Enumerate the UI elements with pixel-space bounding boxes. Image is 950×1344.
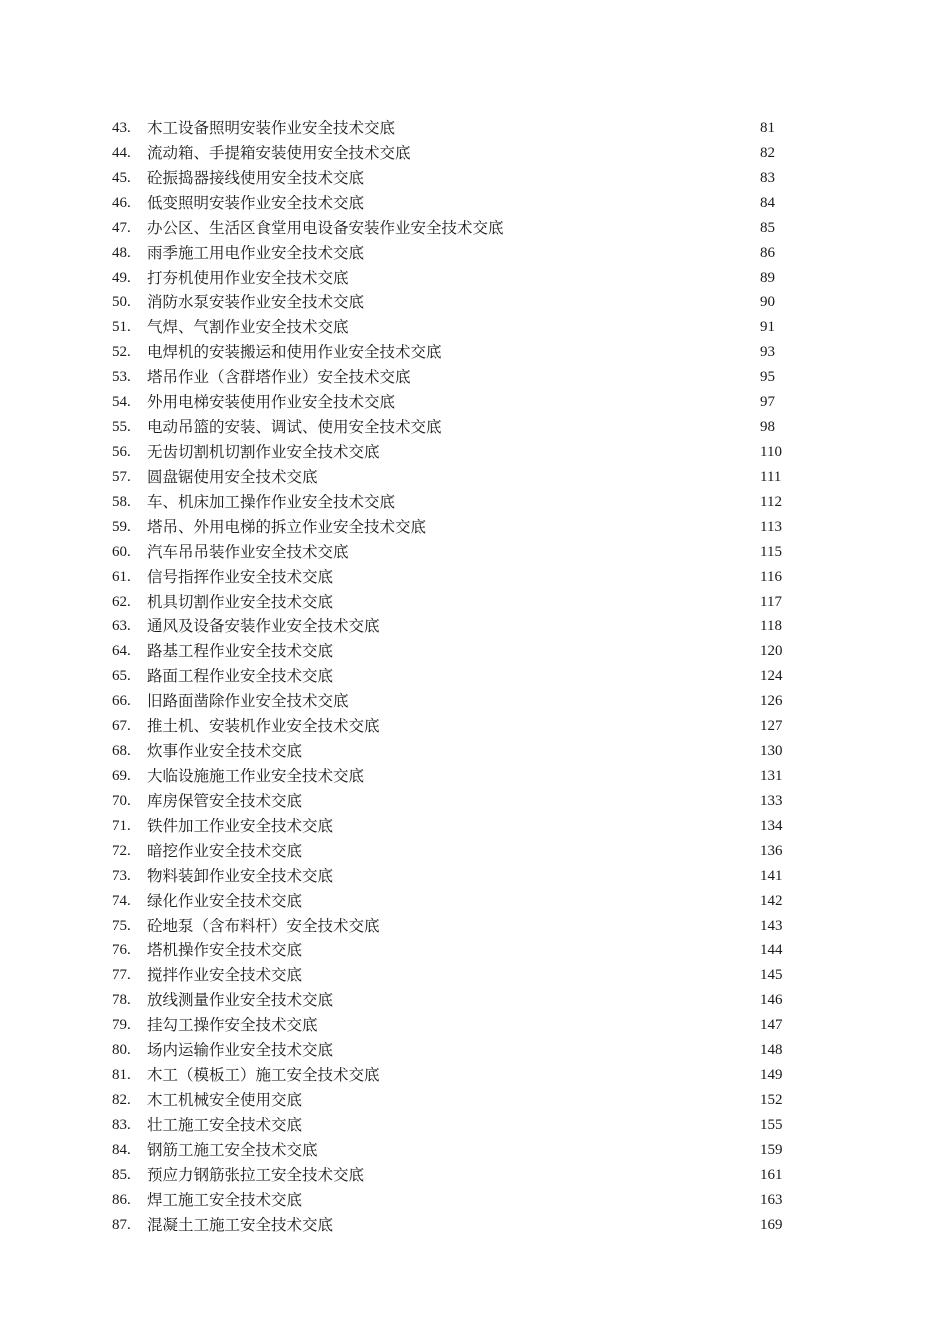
toc-entry-number: 62. [112,593,131,610]
toc-entry-number: 74. [112,892,131,909]
toc-entry-title[interactable]: 外用电梯安装使用作业安全技术交底 [147,393,396,412]
toc-entry-page: 152 [760,1091,783,1108]
toc-entry-page: 148 [760,1042,783,1059]
toc-entry-page: 116 [760,568,782,585]
toc-entry-page: 155 [760,1116,783,1133]
toc-entry[interactable] [0,614,950,639]
toc-entry-number: 87. [112,1216,131,1233]
toc-entry-page: 161 [760,1166,783,1183]
toc-entry-page: 126 [760,693,783,710]
toc-entry[interactable] [0,864,950,889]
toc-entry[interactable] [0,1038,950,1063]
toc-entry-title[interactable]: 塔吊、外用电梯的拆立作业安全技术交底 [147,517,427,536]
toc-entry[interactable] [0,1063,950,1088]
toc-entry-page: 143 [760,917,783,934]
toc-entry-page: 120 [760,643,783,660]
toc-entry[interactable] [0,914,950,939]
toc-entry-title[interactable]: 物料装卸作业安全技术交底 [147,866,334,885]
toc-entry-number: 54. [112,394,131,411]
toc-entry[interactable] [0,390,950,415]
toc-entry-number: 47. [112,219,131,236]
toc-entry-title[interactable]: 塔吊作业（含群塔作业）安全技术交底 [147,368,411,387]
toc-entry-page: 149 [760,1067,783,1084]
toc-entry-title[interactable]: 无齿切割机切割作业安全技术交底 [147,442,380,461]
toc-entry-title[interactable]: 办公区、生活区食堂用电设备安装作业安全技术交底 [147,218,504,237]
toc-entry-title[interactable]: 气焊、气割作业安全技术交底 [147,318,349,337]
toc-entry-title[interactable]: 通风及设备安装作业安全技术交底 [147,617,380,636]
toc-entry[interactable] [0,764,950,789]
toc-entry-number: 43. [112,120,131,136]
toc-entry[interactable] [0,465,950,490]
toc-entry-page: 111 [760,468,782,485]
toc-entry-number: 71. [112,817,131,834]
toc-entry[interactable] [0,889,950,914]
toc-entry[interactable] [0,938,950,963]
toc-entry-title[interactable]: 旧路面凿除作业安全技术交底 [147,692,349,711]
toc-entry[interactable] [0,789,950,814]
toc-entry-title[interactable]: 圆盘锯使用安全技术交底 [147,467,318,486]
toc-entry-page: 83 [760,169,775,186]
toc-entry[interactable] [0,689,950,714]
toc-entry-page: 110 [760,443,782,460]
toc-entry-page: 131 [760,767,783,784]
toc-entry[interactable] [0,365,950,390]
toc-entry[interactable] [0,540,950,565]
toc-entry-title[interactable]: 木工机械安全使用交底 [147,1090,303,1109]
toc-entry-title[interactable]: 库房保管安全技术交底 [147,791,303,810]
toc-entry-title[interactable]: 场内运输作业安全技术交底 [147,1041,334,1060]
toc-entry[interactable] [0,839,950,864]
toc-entry-number: 66. [112,693,131,710]
toc-entry-title[interactable]: 低变照明安装作业安全技术交底 [147,193,365,212]
toc-entry-number: 73. [112,867,131,884]
toc-entry-page: 91 [760,319,775,336]
toc-entry-page: 85 [760,219,775,236]
toc-entry[interactable] [0,1088,950,1113]
toc-entry-number: 77. [112,967,131,984]
toc-entry[interactable] [0,315,950,340]
toc-entry-number: 67. [112,718,131,735]
toc-entry[interactable] [0,1013,950,1038]
toc-entry-page: 136 [760,842,783,859]
toc-entry[interactable] [0,266,950,291]
toc-entry[interactable] [0,141,950,166]
toc-entry-number: 78. [112,992,131,1009]
toc-entry-number: 45. [112,169,131,186]
toc-entry[interactable] [0,515,950,540]
toc-entry-number: 75. [112,917,131,934]
toc-entry-number: 51. [112,319,131,336]
toc-entry-page: 142 [760,892,783,909]
toc-entry-title[interactable]: 汽车吊吊装作业安全技术交底 [147,542,349,561]
toc-entry-title[interactable]: 预应力钢筋张拉工安全技术交底 [147,1165,365,1184]
toc-entry-page: 124 [760,668,783,685]
toc-entry-page: 98 [760,419,775,436]
toc-entry-page: 134 [760,817,783,834]
table-of-contents [0,116,950,1237]
toc-entry-page: 81 [760,120,775,136]
toc-entry-title[interactable]: 暗挖作业安全技术交底 [147,841,303,860]
toc-entry-page: 89 [760,269,775,286]
toc-entry[interactable] [0,290,950,315]
toc-entry-number: 72. [112,842,131,859]
toc-entry[interactable] [0,739,950,764]
toc-entry[interactable] [0,988,950,1013]
toc-entry-page: 127 [760,718,783,735]
toc-entry-page: 117 [760,593,782,610]
toc-entry-title[interactable]: 壮工施工安全技术交底 [147,1115,303,1134]
toc-entry-title[interactable]: 铁件加工作业安全技术交底 [147,816,334,835]
toc-entry-page: 82 [760,144,775,161]
toc-entry-title[interactable]: 焊工施工安全技术交底 [147,1190,303,1209]
toc-entry[interactable] [0,1163,950,1188]
toc-entry-page: 115 [760,543,782,560]
toc-entry[interactable] [0,1113,950,1138]
toc-entry-number: 83. [112,1116,131,1133]
toc-entry-title[interactable]: 消防水泵安装作业安全技术交底 [147,293,365,312]
toc-entry-number: 64. [112,643,131,660]
toc-entry-title[interactable]: 砼振捣器接线使用安全技术交底 [147,168,365,187]
toc-entry[interactable] [0,1213,950,1238]
toc-entry-title[interactable]: 搅拌作业安全技术交底 [147,966,303,985]
toc-entry-title[interactable]: 挂勾工操作安全技术交底 [147,1016,318,1035]
toc-entry-title[interactable]: 塔机操作安全技术交底 [147,941,303,960]
toc-entry-number: 70. [112,792,131,809]
toc-entry[interactable] [0,216,950,241]
toc-entry-number: 52. [112,344,131,361]
toc-entry[interactable] [0,814,950,839]
toc-entry-page: 147 [760,1017,783,1034]
toc-entry-page: 84 [760,194,775,211]
toc-entry-number: 81. [112,1067,131,1084]
toc-entry-number: 65. [112,668,131,685]
toc-entry-page: 113 [760,518,782,535]
toc-entry-page: 159 [760,1141,783,1158]
toc-entry[interactable] [0,116,950,141]
toc-entry-page: 145 [760,967,783,984]
toc-entry-page: 146 [760,992,783,1009]
toc-entry-title[interactable]: 炊事作业安全技术交底 [147,742,303,761]
toc-entry-title[interactable]: 混凝土工施工安全技术交底 [147,1215,334,1234]
toc-entry-page: 97 [760,394,775,411]
toc-entry-page: 144 [760,942,783,959]
toc-entry-number: 86. [112,1191,131,1208]
toc-entry[interactable] [0,440,950,465]
toc-entry[interactable] [0,241,950,266]
toc-entry[interactable] [0,714,950,739]
toc-entry-number: 76. [112,942,131,959]
toc-entry-number: 63. [112,618,131,635]
toc-entry-number: 57. [112,468,131,485]
toc-entry-title[interactable]: 车、机床加工操作作业安全技术交底 [147,492,396,511]
toc-entry-page: 95 [760,369,775,386]
toc-entry-title[interactable]: 绿化作业安全技术交底 [147,891,303,910]
toc-entry[interactable] [0,664,950,689]
toc-entry-page: 112 [760,493,782,510]
toc-entry-title[interactable]: 信号指挥作业安全技术交底 [147,567,334,586]
toc-entry[interactable] [0,639,950,664]
toc-entry-number: 80. [112,1042,131,1059]
toc-entry-number: 82. [112,1091,131,1108]
toc-entry[interactable] [0,191,950,216]
toc-entry[interactable] [0,1188,950,1213]
toc-entry-number: 48. [112,244,131,261]
toc-entry-page: 93 [760,344,775,361]
toc-entry-number: 56. [112,443,131,460]
toc-entry-title[interactable]: 电焊机的安装搬运和使用作业安全技术交底 [147,343,442,362]
toc-entry-title[interactable]: 木工设备照明安装作业安全技术交底 [147,119,396,137]
toc-entry-number: 84. [112,1141,131,1158]
toc-entry-number: 44. [112,144,131,161]
toc-entry-number: 69. [112,767,131,784]
toc-entry[interactable] [0,340,950,365]
toc-entry-number: 49. [112,269,131,286]
toc-entry-page: 130 [760,743,783,760]
toc-entry-title[interactable]: 路基工程作业安全技术交底 [147,642,334,661]
toc-entry-title[interactable]: 电动吊篮的安装、调试、使用安全技术交底 [147,418,442,437]
toc-entry-page: 90 [760,294,775,311]
toc-entry[interactable] [0,415,950,440]
toc-entry-number: 79. [112,1017,131,1034]
toc-entry-page: 133 [760,792,783,809]
toc-entry-page: 86 [760,244,775,261]
toc-entry-title[interactable]: 路面工程作业安全技术交底 [147,667,334,686]
toc-entry-number: 68. [112,743,131,760]
toc-entry-number: 61. [112,568,131,585]
toc-entry-page: 163 [760,1191,783,1208]
toc-entry[interactable] [0,590,950,615]
toc-entry-number: 55. [112,419,131,436]
toc-entry-number: 59. [112,518,131,535]
toc-entry[interactable] [0,565,950,590]
toc-entry-number: 58. [112,493,131,510]
toc-entry[interactable] [0,166,950,191]
toc-entry-page: 169 [760,1216,783,1233]
toc-entry-title[interactable]: 放线测量作业安全技术交底 [147,991,334,1010]
toc-entry-number: 60. [112,543,131,560]
toc-entry-title[interactable]: 雨季施工用电作业安全技术交底 [147,243,365,262]
toc-entry[interactable] [0,490,950,515]
toc-entry-title[interactable]: 钢筋工施工安全技术交底 [147,1140,318,1159]
toc-entry-page: 141 [760,867,783,884]
toc-entry-number: 46. [112,194,131,211]
toc-entry[interactable] [0,1138,950,1163]
toc-entry-title[interactable]: 流动箱、手提箱安装使用安全技术交底 [147,143,411,162]
toc-entry-page: 118 [760,618,782,635]
toc-entry[interactable] [0,963,950,988]
toc-entry-number: 53. [112,369,131,386]
toc-entry-title[interactable]: 机具切割作业安全技术交底 [147,592,334,611]
toc-entry-title[interactable]: 大临设施施工作业安全技术交底 [147,766,365,785]
toc-entry-title[interactable]: 推土机、安装机作业安全技术交底 [147,717,380,736]
toc-entry-title[interactable]: 打夯机使用作业安全技术交底 [147,268,349,287]
toc-entry-number: 85. [112,1166,131,1183]
toc-entry-title[interactable]: 砼地泵（含布料杆）安全技术交底 [147,916,380,935]
toc-entry-title[interactable]: 木工（模板工）施工安全技术交底 [147,1066,380,1085]
toc-entry-number: 50. [112,294,131,311]
